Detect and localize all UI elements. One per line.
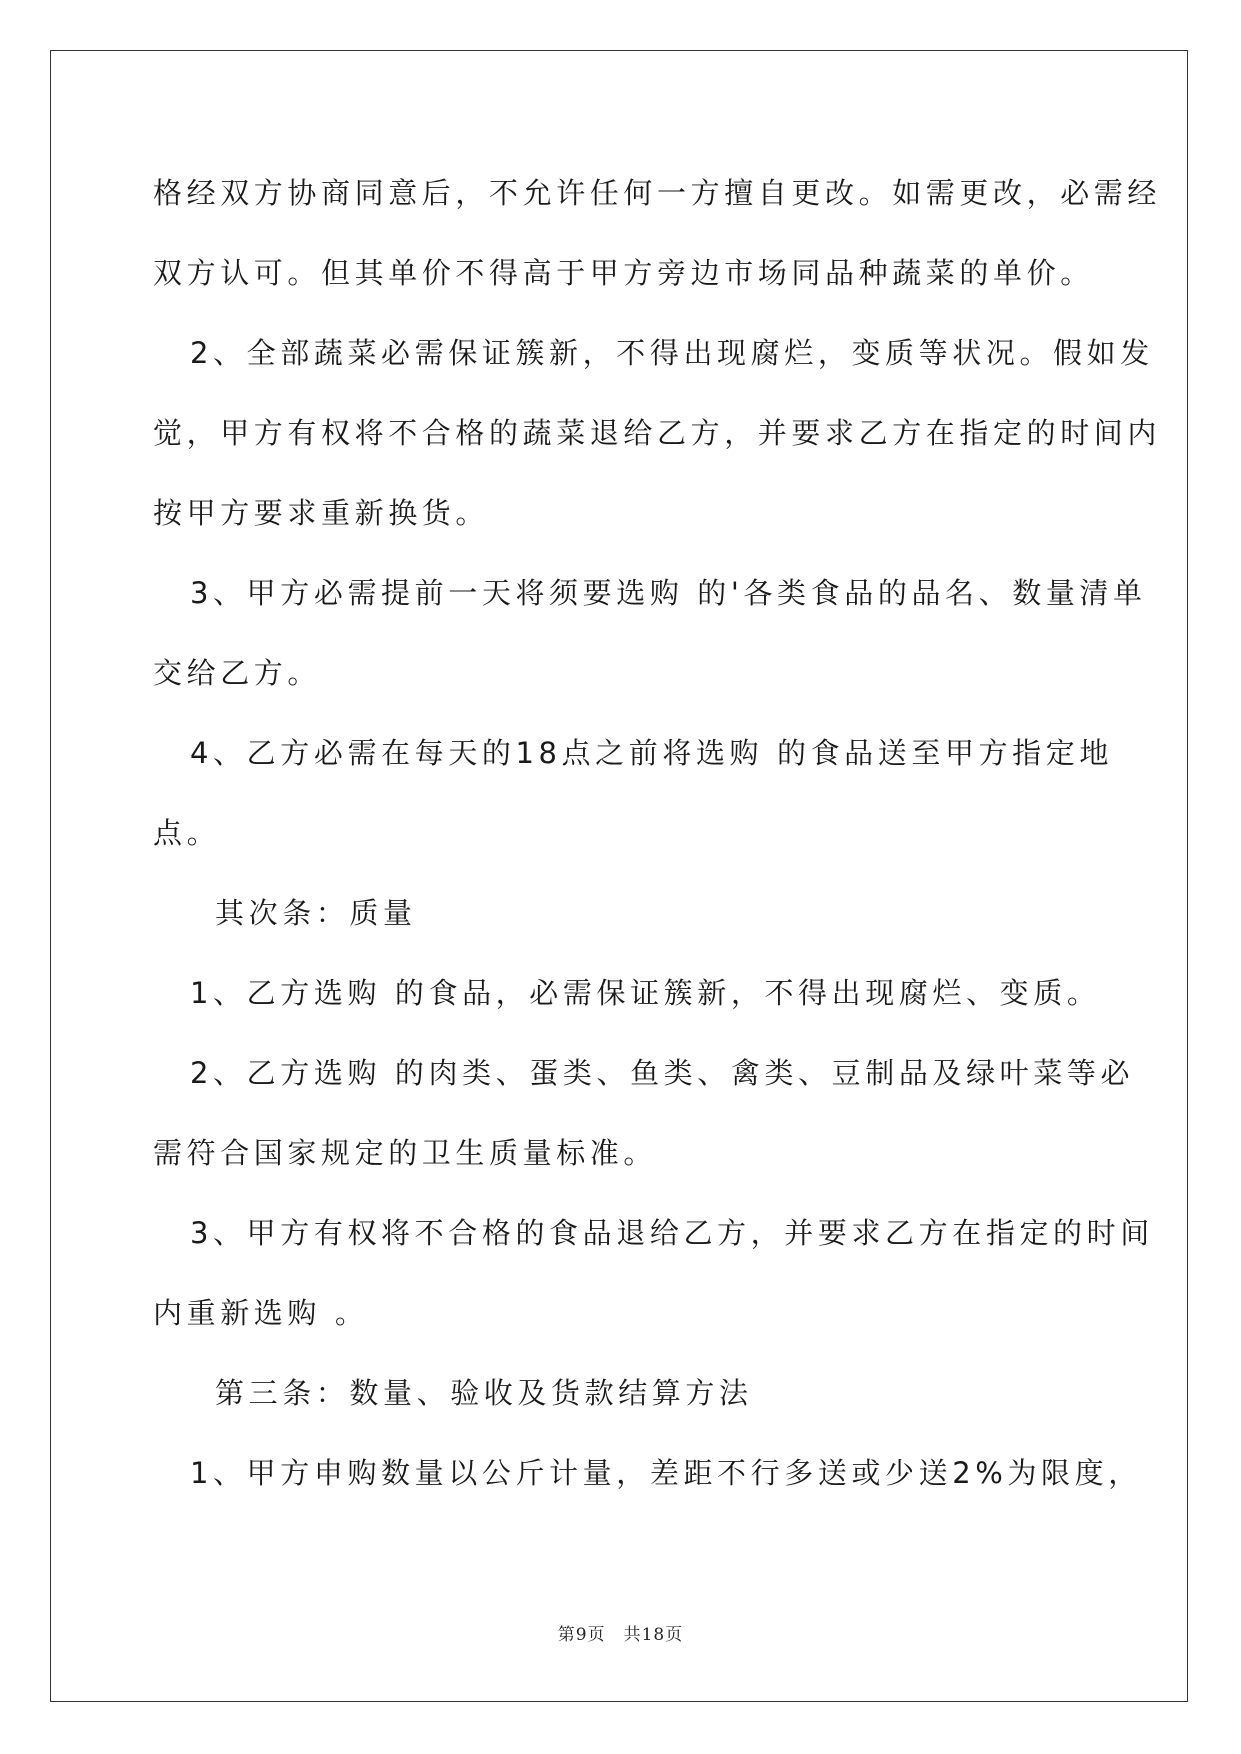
text-line: 双方认可。但其单价不得高于甲方旁边市场同品种蔬菜的单价。 <box>153 256 1094 290</box>
text-line: 内重新选购 。 <box>153 1296 369 1330</box>
text-line: 4、乙方必需在每天的18点之前将选购 的食品送至甲方指定地 <box>190 736 1113 770</box>
document-body <box>153 163 1162 1523</box>
text-line: 格经双方协商同意后，不允许任何一方擅自更改。如需更改，必需经 <box>153 176 1162 210</box>
section-heading: 第三条：数量、验收及货款结算方法 <box>215 1376 753 1410</box>
page-footer: 第9页 共18页 <box>557 1625 684 1645</box>
text-line: 需符合国家规定的卫生质量标准。 <box>153 1136 658 1170</box>
text-line: 点。 <box>153 816 221 850</box>
text-line: 2、乙方选购 的肉类、蛋类、鱼类、禽类、豆制品及绿叶菜等必 <box>190 1056 1135 1090</box>
text-line: 按甲方要求重新换货。 <box>153 496 490 530</box>
text-line: 3、甲方必需提前一天将须要选购 的'各类食品的品名、数量清单 <box>190 576 1147 610</box>
text-line: 3、甲方有权将不合格的食品退给乙方，并要求乙方在指定的时间 <box>190 1216 1154 1250</box>
text-line: 觉，甲方有权将不合格的蔬菜退给乙方，并要求乙方在指定的时间内 <box>153 416 1162 450</box>
text-line: 1、乙方选购 的食品，必需保证簇新，不得出现腐烂、变质。 <box>190 976 1101 1010</box>
text-line: 交给乙方。 <box>153 656 322 690</box>
text-line: 2、全部蔬菜必需保证簇新，不得出现腐烂，变质等状况。假如发 <box>190 336 1154 370</box>
section-heading: 其次条：质量 <box>215 896 417 930</box>
text-line: 1、甲方申购数量以公斤计量，差距不行多送或少送2%为限度， <box>190 1456 1142 1490</box>
